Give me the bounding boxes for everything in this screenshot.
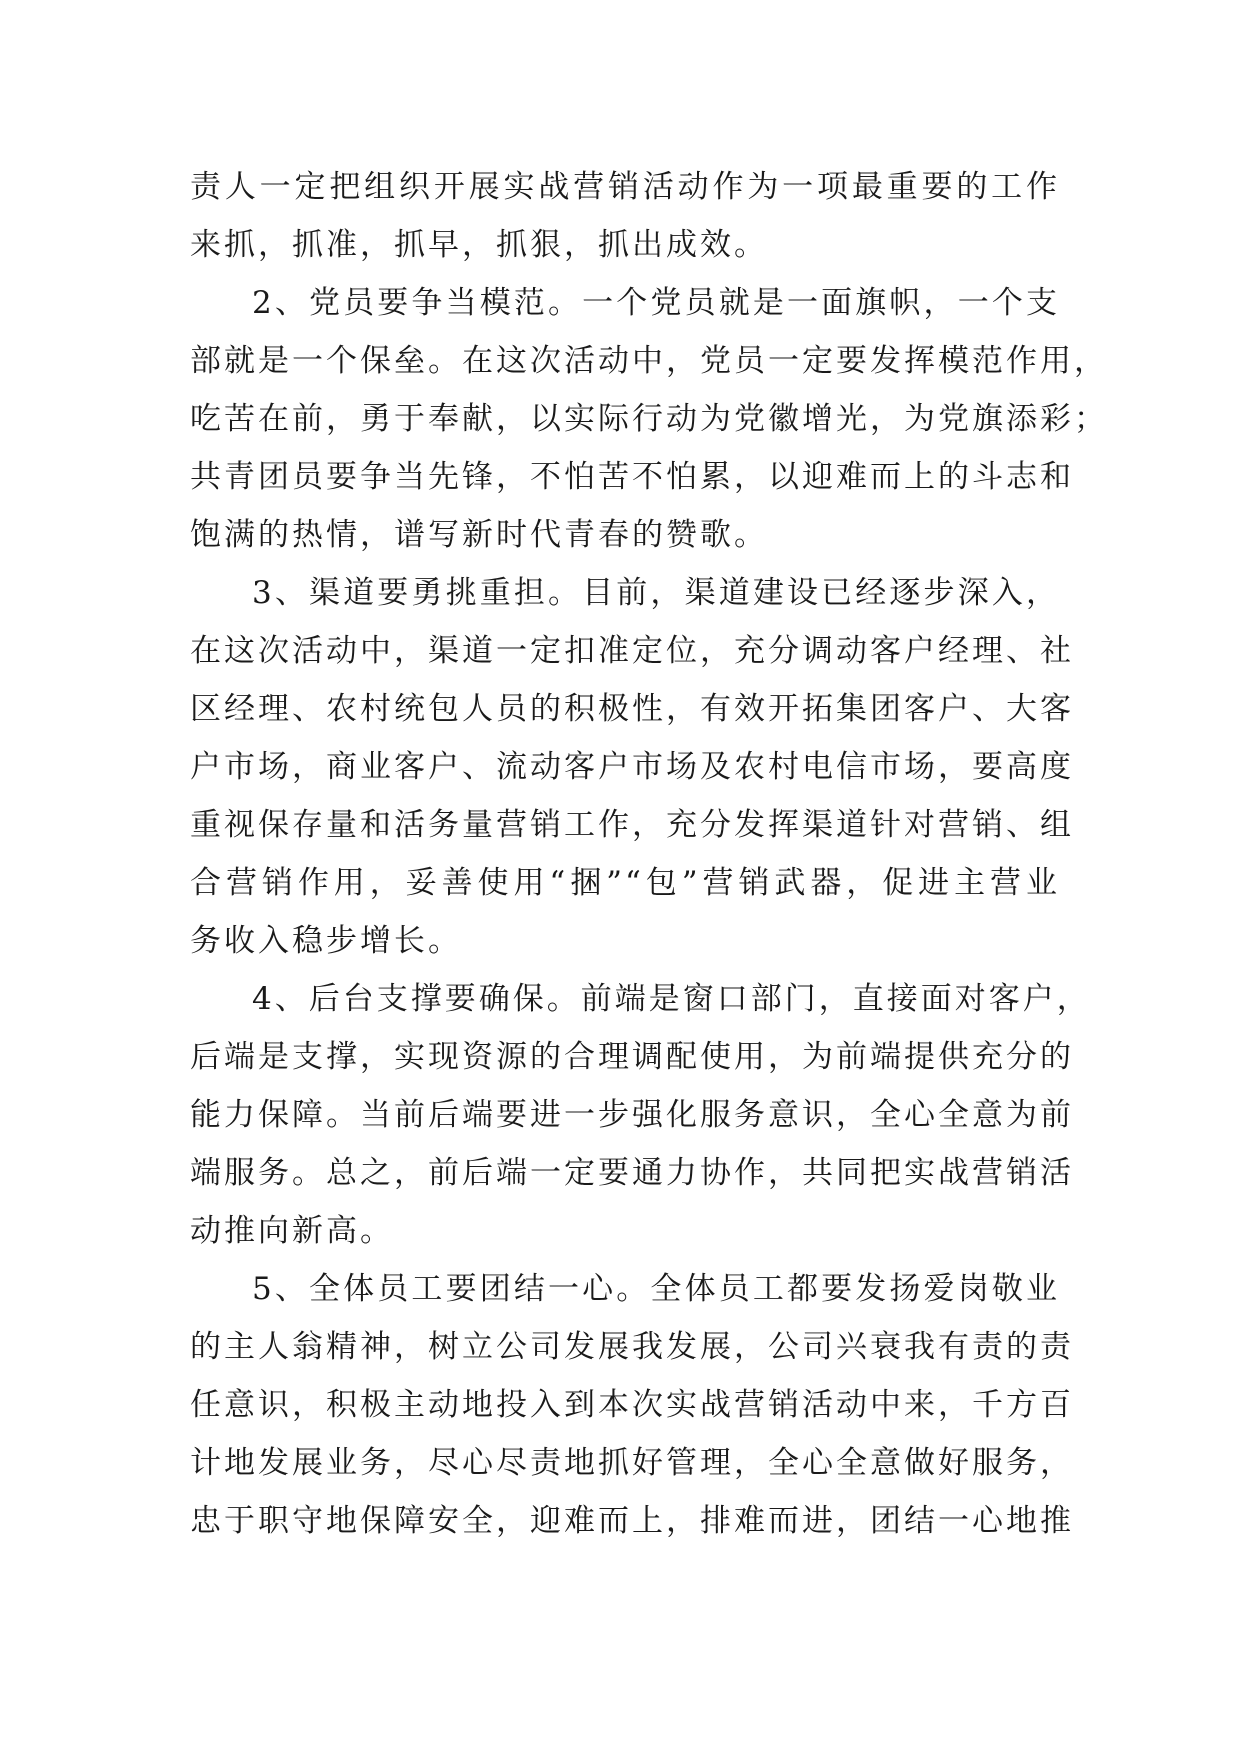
text-line: 区经理、农村统包人员的积极性，有效开拓集团客户、大客 — [190, 691, 1074, 727]
text-line: 部就是一个保垒。在这次活动中，党员一定要发挥模范作用， — [190, 343, 1108, 379]
text-line: 3、渠道要勇挑重担。目前，渠道建设已经逐步深入， — [252, 575, 1060, 611]
text-line: 的主人翁精神，树立公司发展我发展，公司兴衰我有责的责 — [190, 1329, 1074, 1365]
text-line: 4、后台支撑要确保。前端是窗口部门，直接面对客户， — [252, 981, 1091, 1017]
text-line: 端服务。总之，前后端一定要通力协作，共同把实战营销活 — [190, 1155, 1074, 1191]
text-line: 合营销作用，妥善使用“捆”“包”营销武器，促进主营业 — [190, 865, 1060, 901]
text-line: 动推向新高。 — [190, 1213, 394, 1249]
document-body — [190, 158, 1108, 1550]
text-line: 任意识，积极主动地投入到本次实战营销活动中来，千方百 — [190, 1387, 1074, 1423]
text-line: 计地发展业务，尽心尽责地抓好管理，全心全意做好服务， — [190, 1445, 1074, 1481]
text-line: 责人一定把组织开展实战营销活动作为一项最重要的工作 — [190, 169, 1060, 205]
text-line: 来抓，抓准，抓早，抓狠，抓出成效。 — [190, 227, 768, 263]
text-line: 吃苦在前，勇于奉献，以实际行动为党徽增光，为党旗添彩； — [190, 401, 1108, 437]
text-line: 户市场，商业客户、流动客户市场及农村电信市场，要高度 — [190, 749, 1074, 785]
text-line: 饱满的热情，谱写新时代青春的赞歌。 — [190, 517, 768, 553]
text-line: 能力保障。当前后端要进一步强化服务意识，全心全意为前 — [190, 1097, 1074, 1133]
text-line: 共青团员要争当先锋，不怕苦不怕累，以迎难而上的斗志和 — [190, 459, 1074, 495]
text-line: 务收入稳步增长。 — [190, 923, 462, 959]
text-line: 后端是支撑，实现资源的合理调配使用，为前端提供充分的 — [190, 1039, 1074, 1075]
text-line: 忠于职守地保障安全，迎难而上，排难而进，团结一心地推 — [190, 1503, 1074, 1539]
text-line: 2、党员要争当模范。一个党员就是一面旗帜，一个支 — [252, 285, 1060, 321]
text-line: 在这次活动中，渠道一定扣准定位，充分调动客户经理、社 — [190, 633, 1074, 669]
text-line: 5、全体员工要团结一心。全体员工都要发扬爱岗敬业 — [252, 1271, 1060, 1307]
text-line: 重视保存量和活务量营销工作，充分发挥渠道针对营销、组 — [190, 807, 1074, 843]
